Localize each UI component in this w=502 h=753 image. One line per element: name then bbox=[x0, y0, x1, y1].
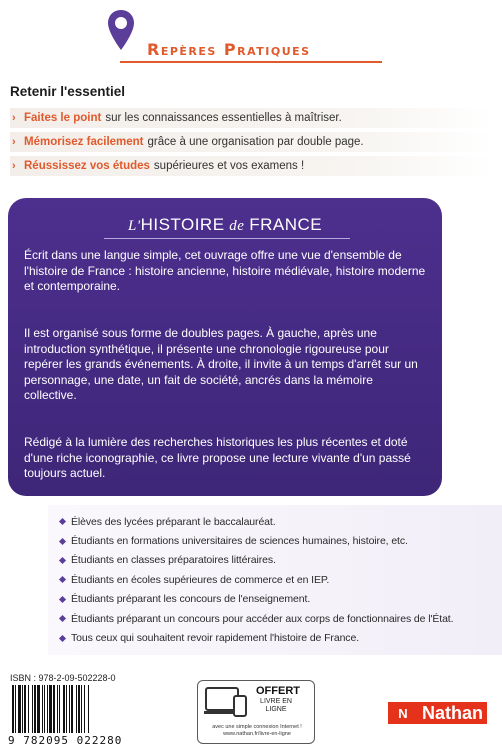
audience-item bbox=[60, 512, 480, 531]
key-point-strong: Faites le point bbox=[24, 112, 102, 124]
key-points-list bbox=[10, 108, 494, 180]
panel-paragraph: Rédigé à la lumière des recherches historiques les plus récentes et doté d'une riche iconographie, ce livre propose une lecture vivante d'un passé toujours actuel. bbox=[24, 435, 411, 480]
barcode-icon bbox=[8, 685, 128, 737]
title-main: HISTOIRE bbox=[140, 215, 225, 234]
panel-title-underline bbox=[104, 238, 350, 239]
publisher-logo bbox=[388, 702, 487, 724]
title-prefix: L' bbox=[128, 218, 141, 234]
offer-subtitle: LIVRE EN LIGNE bbox=[260, 698, 292, 713]
audience-item bbox=[60, 570, 480, 589]
bullet-icon bbox=[59, 634, 66, 641]
audience-item bbox=[60, 531, 480, 550]
audience-text: Étudiants en classes préparatoires littéraires. bbox=[71, 554, 276, 567]
audience-item bbox=[60, 628, 480, 647]
key-point-text: supérieures et vos examens ! bbox=[153, 160, 305, 172]
key-point bbox=[10, 132, 494, 152]
audience-text: Tous ceux qui souhaitent revoir rapidement l'histoire de France. bbox=[71, 632, 360, 645]
map-pin-icon bbox=[106, 8, 136, 52]
brand-underline bbox=[120, 61, 382, 63]
brand-title: Repères Pratiques bbox=[147, 40, 311, 59]
arrow-right-icon: › bbox=[12, 160, 16, 172]
arrow-right-icon: › bbox=[12, 136, 16, 148]
key-point bbox=[10, 108, 494, 128]
publisher-mark: N bbox=[388, 702, 418, 724]
key-point-strong: Réussissez vos études bbox=[24, 160, 150, 172]
audience-list bbox=[60, 512, 480, 648]
audience-text: Étudiants en formations universitaires de sciences humaines, histoire, etc. bbox=[71, 535, 408, 548]
online-book-offer[interactable] bbox=[197, 680, 315, 744]
devices-icon bbox=[204, 686, 248, 720]
section-title: Retenir l'essentiel bbox=[10, 84, 126, 99]
audience-text: Étudiants préparant les concours de l'enseignement. bbox=[71, 593, 311, 606]
audience-text: Étudiants en écoles supérieures de commerce et en IEP. bbox=[71, 573, 330, 586]
barcode-number: 9 782095 022280 bbox=[8, 734, 123, 747]
title-end: FRANCE bbox=[249, 215, 323, 234]
isbn-label: ISBN : 978-2-09-502228-0 bbox=[10, 673, 116, 683]
audience-item bbox=[60, 551, 480, 570]
key-point bbox=[10, 156, 494, 176]
offer-title: OFFERT bbox=[256, 685, 300, 697]
arrow-right-icon: › bbox=[12, 112, 16, 124]
key-point-text: sur les connaissances essentielles à maîtriser. bbox=[105, 112, 342, 124]
audience-item bbox=[60, 609, 480, 628]
bullet-icon bbox=[59, 538, 66, 545]
bullet-icon bbox=[59, 518, 66, 525]
key-point-strong: Mémorisez facilement bbox=[24, 136, 144, 148]
title-de: de bbox=[229, 218, 245, 234]
audience-text: Étudiants préparant un concours pour accéder aux corps de fonctionnaires de l'État. bbox=[71, 612, 454, 625]
offer-note: avec une simple connexion Internet ! www.nathan.fr/livre-en-ligne bbox=[212, 724, 302, 737]
bullet-icon bbox=[59, 557, 66, 564]
panel-title bbox=[128, 215, 322, 235]
key-point-text: grâce à une organisation par double page. bbox=[147, 136, 364, 148]
panel-paragraph: Il est organisé sous forme de doubles pages. À gauche, après une introduction synthétique, il présente une chronologie rigoureuse pour repérer les grands événements. À droite, il invite à un temps d'arrêt sur un personnage, une date, un fait de société, ancrés dans la mémoire collective. bbox=[24, 326, 418, 402]
audience-text: Élèves des lycées préparant le baccalauréat. bbox=[71, 515, 276, 528]
bullet-icon bbox=[59, 576, 66, 583]
bullet-icon bbox=[59, 615, 66, 622]
panel-paragraph: Écrit dans une langue simple, cet ouvrage offre une vue d'ensemble de l'histoire de France : histoire ancienne, histoire médiévale, histoire moderne et contemporaine. bbox=[24, 248, 426, 293]
publisher-name: Nathan bbox=[418, 702, 487, 724]
bullet-icon bbox=[59, 596, 66, 603]
audience-item bbox=[60, 590, 480, 609]
